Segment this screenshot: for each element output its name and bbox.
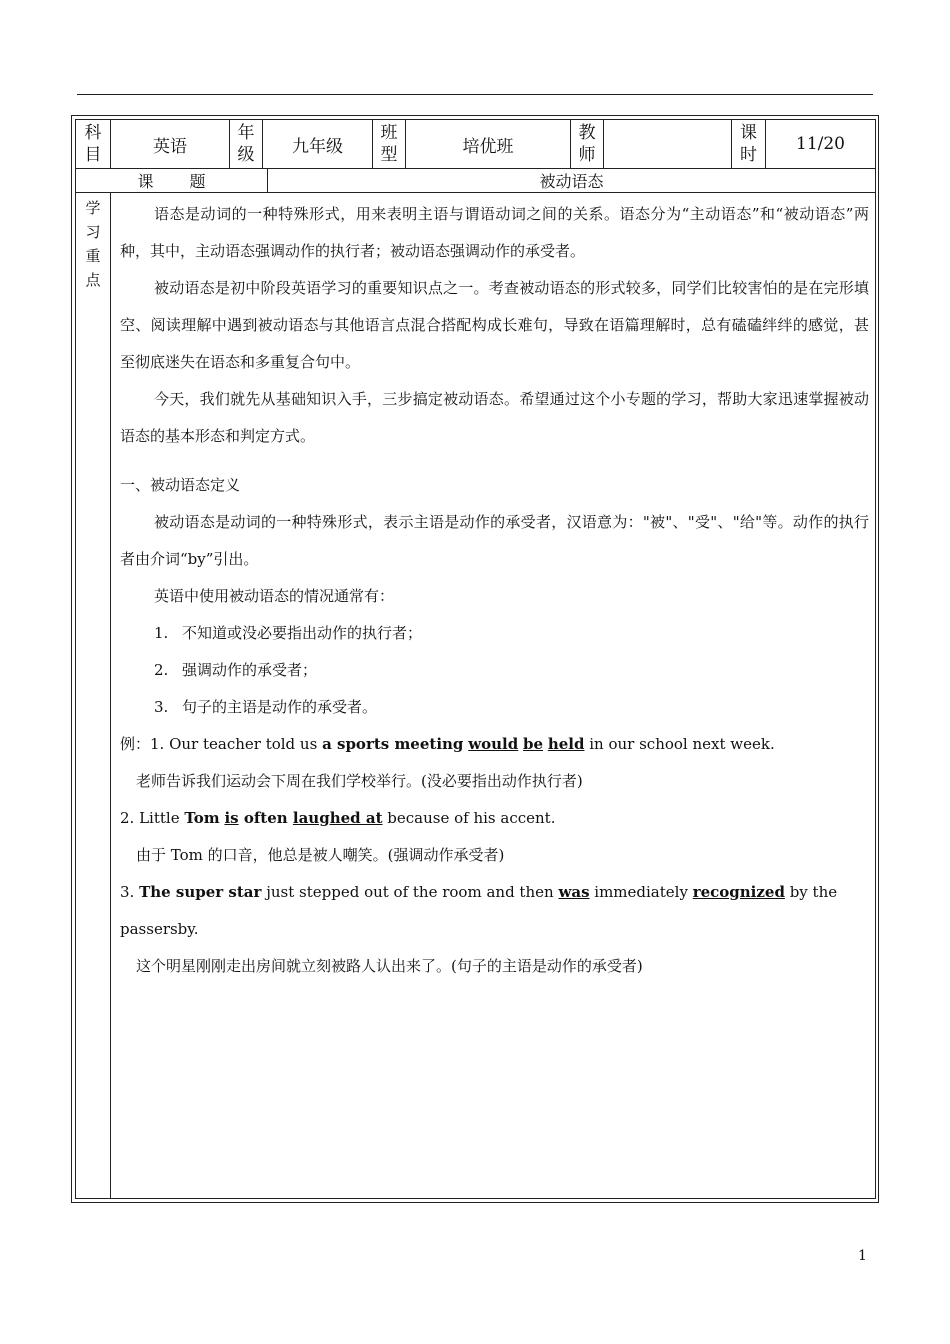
- subject-label-cell: [76, 120, 111, 168]
- example-subject: Tom: [184, 809, 220, 827]
- example-verb: was: [558, 883, 590, 901]
- side-label-char: 习: [85, 223, 101, 241]
- usage-intro: 英语中使用被动语态的情况通常有：: [154, 587, 395, 605]
- grade-value-cell: [263, 120, 373, 168]
- list-text: 不知道或没必要指出动作的执行者；: [182, 624, 423, 642]
- list-number: 2.: [154, 661, 169, 679]
- example-text: just stepped out of the room and then: [261, 883, 559, 901]
- example-text: 3.: [120, 883, 140, 901]
- example-adverb: often: [238, 809, 293, 827]
- topic-label-b: 题: [189, 171, 206, 191]
- example-verb: recognized: [692, 883, 785, 901]
- list-item: [120, 615, 869, 652]
- example-verb: held: [547, 735, 585, 753]
- side-label-char: 点: [85, 271, 101, 289]
- subject-value: 英语: [153, 136, 187, 157]
- section-title: 一、被动语态定义: [120, 476, 241, 494]
- example-subject: The super star: [139, 883, 262, 901]
- grade-label-cell: [230, 120, 263, 168]
- topic-label-cell: [76, 168, 268, 192]
- class-type-label-cell: [373, 120, 406, 168]
- example-text: because of his accent.: [382, 809, 556, 827]
- subject-value-cell: [111, 120, 230, 168]
- list-number: 3.: [154, 698, 169, 716]
- example-text: by the passersby.: [120, 883, 838, 938]
- grade-value: 九年级: [292, 136, 343, 157]
- list-item: [120, 689, 869, 726]
- list-text: 句子的主语是动作的承受者。: [182, 698, 378, 716]
- grade-label: 年级: [237, 123, 255, 165]
- example-1: [120, 726, 869, 763]
- example-verb: would: [468, 735, 519, 753]
- content-body: [111, 192, 875, 1198]
- lesson-table-inner: [75, 119, 876, 1199]
- definition-paragraph: 被动语态是动词的一种特殊形式，表示主语是动作的承受者，汉语意为："被"、"受"、"给"等。动作的执行者由介词“by”引出。: [120, 513, 869, 568]
- example-2: [120, 800, 869, 837]
- topic-row: [76, 168, 875, 193]
- intro-paragraph-2: 被动语态是初中阶段英语学习的重要知识点之一。考查被动语态的形式较多，同学们比较害怕的是在完形填空、阅读理解中遇到被动语态与其他语言点混合搭配构成长难句，导致在语篇理解时，总有磕磕绊绊的感觉，甚至彻底迷失在语态和多重复合句中。: [120, 279, 869, 371]
- example-text: in our school next week.: [584, 735, 775, 753]
- content-row: [76, 192, 875, 1198]
- period-value: 11/20: [796, 134, 845, 154]
- example-verb: laughed at: [292, 809, 383, 827]
- example-verb: is: [224, 809, 239, 827]
- example-subject: a sports meeting: [322, 735, 464, 753]
- subject-label: 科目: [84, 123, 102, 165]
- info-row: [76, 120, 875, 169]
- teacher-value-cell: [604, 120, 732, 168]
- example-3: [120, 874, 869, 948]
- list-number: 1.: [154, 624, 169, 642]
- teacher-label: 教师: [578, 123, 596, 165]
- period-label-cell: [732, 120, 766, 168]
- list-text: 强调动作的承受者；: [182, 661, 318, 679]
- header-rule: [77, 94, 873, 95]
- side-label: [76, 192, 111, 1198]
- intro-paragraph-1: 语态是动词的一种特殊形式，用来表明主语与谓语动词之间的关系。语态分为“主动语态”和“被动语态”两种，其中，主动语态强调动作的执行者；被动语态强调动作的承受者。: [120, 205, 869, 260]
- example-1-translation: 老师告诉我们运动会下周在我们学校举行。(没必要指出动作执行者): [136, 772, 583, 790]
- period-value-cell: [766, 120, 875, 168]
- page-number: 1: [858, 1248, 867, 1264]
- teacher-label-cell: [571, 120, 604, 168]
- topic-label-a: 课: [137, 171, 154, 191]
- list-item: [120, 652, 869, 689]
- intro-paragraph-3: 今天，我们就先从基础知识入手，三步搞定被动语态。希望通过这个小专题的学习，帮助大家迅速掌握被动语态的基本形态和判定方式。: [120, 390, 869, 445]
- class-type-label: 班型: [380, 123, 398, 165]
- class-type-value: 培优班: [462, 136, 514, 157]
- period-label: 课时: [740, 123, 757, 165]
- example-text: immediately: [589, 883, 693, 901]
- side-label-char: 学: [85, 199, 101, 217]
- example-text: 2. Little: [120, 809, 185, 827]
- class-type-value-cell: [406, 120, 571, 168]
- example-verb: be: [523, 735, 544, 753]
- topic-value-cell: [268, 168, 875, 192]
- topic-value: 被动语态: [539, 171, 604, 191]
- side-label-char: 重: [85, 247, 101, 265]
- example-3-translation: 这个明星刚刚走出房间就立刻被路人认出来了。(句子的主语是动作的承受者): [136, 957, 643, 975]
- lesson-table: [71, 115, 879, 1203]
- example-text: 例：1. Our teacher told us: [120, 735, 323, 753]
- example-2-translation: 由于 Tom 的口音，他总是被人嘲笑。(强调动作承受者): [136, 846, 505, 864]
